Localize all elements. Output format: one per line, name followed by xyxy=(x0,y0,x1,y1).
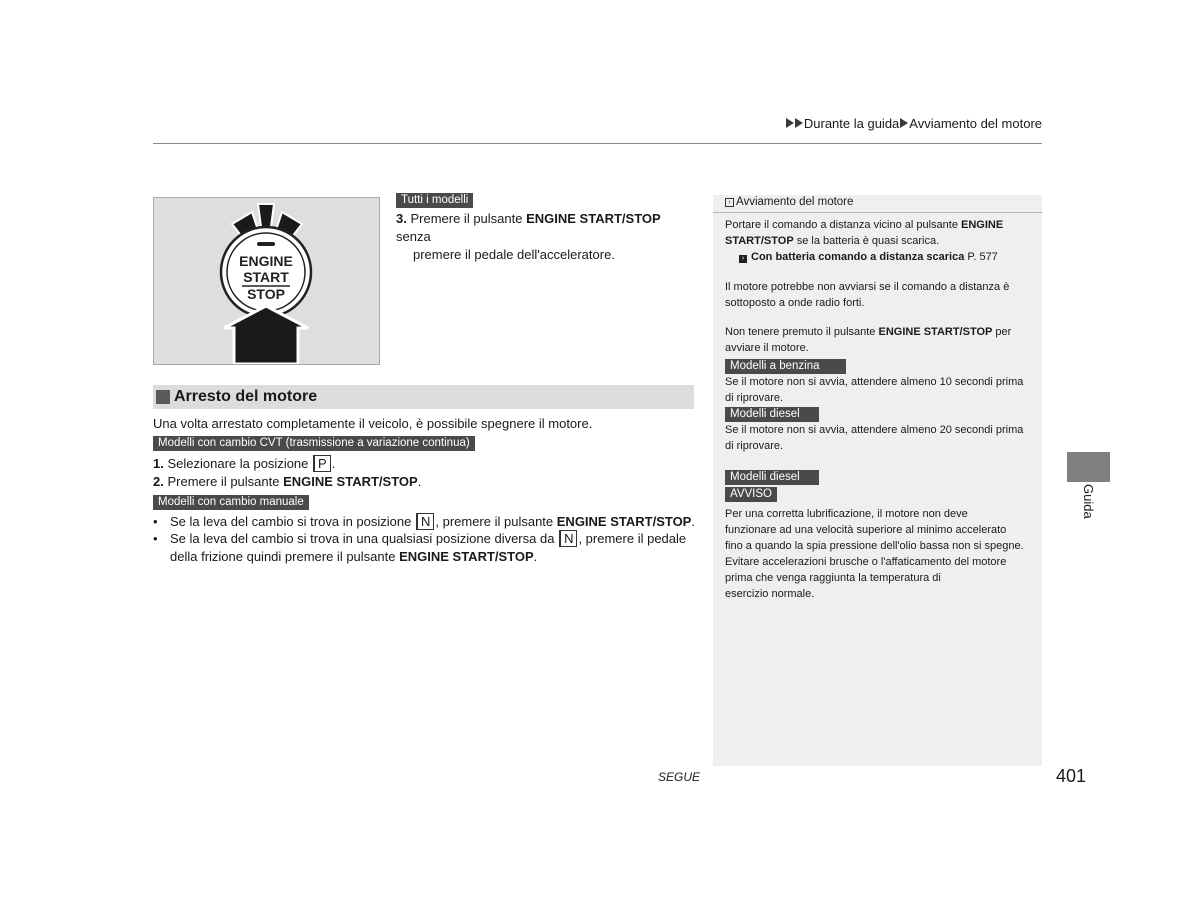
button-label-start: START xyxy=(243,269,289,285)
tag-benzina: Modelli a benzina xyxy=(725,359,846,374)
breadcrumb xyxy=(786,116,1042,131)
sidebar-notes xyxy=(713,195,1042,766)
step-text: premere il pedale dell'acceleratore. xyxy=(413,247,615,262)
sidebar-text: di riprovare. xyxy=(725,392,784,404)
chapter-label: Guida xyxy=(1081,484,1096,519)
manual-bullet-2 xyxy=(153,530,686,566)
tag-tutti-i-modelli: Tutti i modelli xyxy=(396,193,473,208)
cross-reference[interactable] xyxy=(725,249,1035,265)
bullet-text: della frizione quindi premere il pulsante xyxy=(170,549,400,564)
section-intro: Una volta arrestato completamente il veicolo, è possibile spegnere il motore. xyxy=(153,416,593,431)
step-bold: ENGINE START/STOP xyxy=(283,474,418,489)
step-number: 1. xyxy=(153,456,164,471)
bullet-bold: ENGINE START/STOP xyxy=(556,514,692,529)
continued-label: SEGUE xyxy=(658,770,701,784)
sidebar-text: avviare il motore. xyxy=(725,342,809,354)
cvt-step-1 xyxy=(153,455,335,473)
sidebar-text: di riprovare. xyxy=(725,440,784,452)
note-icon: › xyxy=(725,198,734,207)
tag-diesel: Modelli diesel xyxy=(725,470,819,485)
section-header xyxy=(153,385,694,409)
reference-arrow-icon: › xyxy=(739,255,747,263)
sidebar-text: fino a quando la spia pressione dell'olio bassa non si spegne. xyxy=(725,540,1024,552)
breadcrumb-item[interactable]: Durante la guida xyxy=(803,116,900,131)
engine-button-drawing xyxy=(154,198,379,364)
sidebar-bold: ENGINE START/STOP xyxy=(878,326,993,338)
page-number: 401 xyxy=(1056,766,1087,786)
button-label-engine: ENGINE xyxy=(239,253,293,269)
tag-avviso: AVVISO xyxy=(725,487,777,502)
press-arrow-icon xyxy=(224,306,308,364)
sidebar-diesel-note xyxy=(725,422,1037,454)
tag-manuale: Modelli con cambio manuale xyxy=(153,495,309,510)
step-number: 3. xyxy=(396,211,407,226)
bullet-icon: • xyxy=(153,514,158,529)
sidebar-text: Non tenere premuto il pulsante xyxy=(725,326,879,338)
sidebar-title: Avviamento del motore xyxy=(736,196,854,208)
reference-page: P. 577 xyxy=(964,251,998,263)
reference-link[interactable]: Con batteria comando a distanza scarica xyxy=(751,251,965,263)
tag-cvt: Modelli con cambio CVT (trasmissione a variazione continua) xyxy=(153,436,475,451)
bullet-icon: • xyxy=(153,531,158,546)
step-number: 2. xyxy=(153,474,164,489)
step-text: Selezionare la posizione xyxy=(167,456,313,471)
cvt-step-2 xyxy=(153,473,421,491)
bullet-text: . xyxy=(691,514,695,529)
step-text: Premere il pulsante xyxy=(410,211,527,226)
sidebar-bold: ENGINE xyxy=(961,219,1004,231)
breadcrumb-item[interactable]: Avviamento del motore xyxy=(909,116,1042,131)
sidebar-text: esercizio normale. xyxy=(725,588,815,600)
button-label-stop: STOP xyxy=(247,286,285,302)
bullet-text: Se la leva del cambio si trova in una qualsiasi posizione diversa da xyxy=(170,531,559,546)
sidebar-benzina-note xyxy=(725,374,1037,406)
step-text: Premere il pulsante xyxy=(167,474,284,489)
sidebar-text: per xyxy=(992,326,1012,338)
bullet-text: , premere il pulsante xyxy=(435,514,557,529)
chapter-thumb-tab[interactable] xyxy=(1067,452,1110,482)
gear-key-p: P xyxy=(313,455,331,472)
bullet-text: Se la leva del cambio si trova in posizione xyxy=(170,514,415,529)
bullet-bold: ENGINE START/STOP xyxy=(399,549,534,564)
sidebar-text: Il motore potrebbe non avviarsi se il comando a distanza è xyxy=(725,281,1010,293)
step-3 xyxy=(396,210,696,264)
sidebar-text: sottoposto a onde radio forti. xyxy=(725,297,865,309)
step-text: senza xyxy=(396,229,431,244)
manual-bullet-1 xyxy=(153,513,695,531)
indicator-light xyxy=(257,242,275,246)
triangle-icon xyxy=(786,118,794,128)
step-bold: ENGINE START/STOP xyxy=(526,211,661,226)
triangle-icon xyxy=(795,118,803,128)
square-bullet-icon xyxy=(156,390,170,404)
gear-key-n: N xyxy=(416,513,434,530)
step-text: . xyxy=(331,456,336,471)
sidebar-text: Se il motore non si avvia, attendere almeno 20 secondi prima xyxy=(725,424,1024,436)
bullet-text: , premere il pedale xyxy=(578,531,687,546)
sidebar-paragraph-3 xyxy=(725,324,1035,356)
sidebar-paragraph-2 xyxy=(725,279,1035,311)
section-title: Arresto del motore xyxy=(174,388,318,405)
sidebar-text: Evitare accelerazioni brusche o l'affaticamento del motore xyxy=(725,556,1007,568)
triangle-icon xyxy=(900,118,908,128)
sidebar-text: prima che venga raggiunta la temperatura di xyxy=(725,572,941,584)
sidebar-avviso-note xyxy=(725,506,1039,602)
sidebar-text: Per una corretta lubrificazione, il motore non deve xyxy=(725,508,968,520)
gear-key-n: N xyxy=(559,530,577,547)
step-text: . xyxy=(417,474,422,489)
sidebar-bold: START/STOP xyxy=(725,235,794,247)
sidebar-text: Portare il comando a distanza vicino al pulsante xyxy=(725,219,962,231)
sidebar-text: se la batteria è quasi scarica. xyxy=(793,235,940,247)
sidebar-text: funzionare ad una velocità superiore al minimo accelerato xyxy=(725,524,1007,536)
engine-start-stop-illustration xyxy=(153,197,380,365)
sidebar-heading xyxy=(713,195,1042,213)
sidebar-text: Se il motore non si avvia, attendere almeno 10 secondi prima xyxy=(725,376,1024,388)
sidebar-paragraph-1 xyxy=(725,217,1035,265)
header-divider xyxy=(153,143,1042,144)
tag-diesel: Modelli diesel xyxy=(725,407,819,422)
bullet-text: . xyxy=(533,549,538,564)
